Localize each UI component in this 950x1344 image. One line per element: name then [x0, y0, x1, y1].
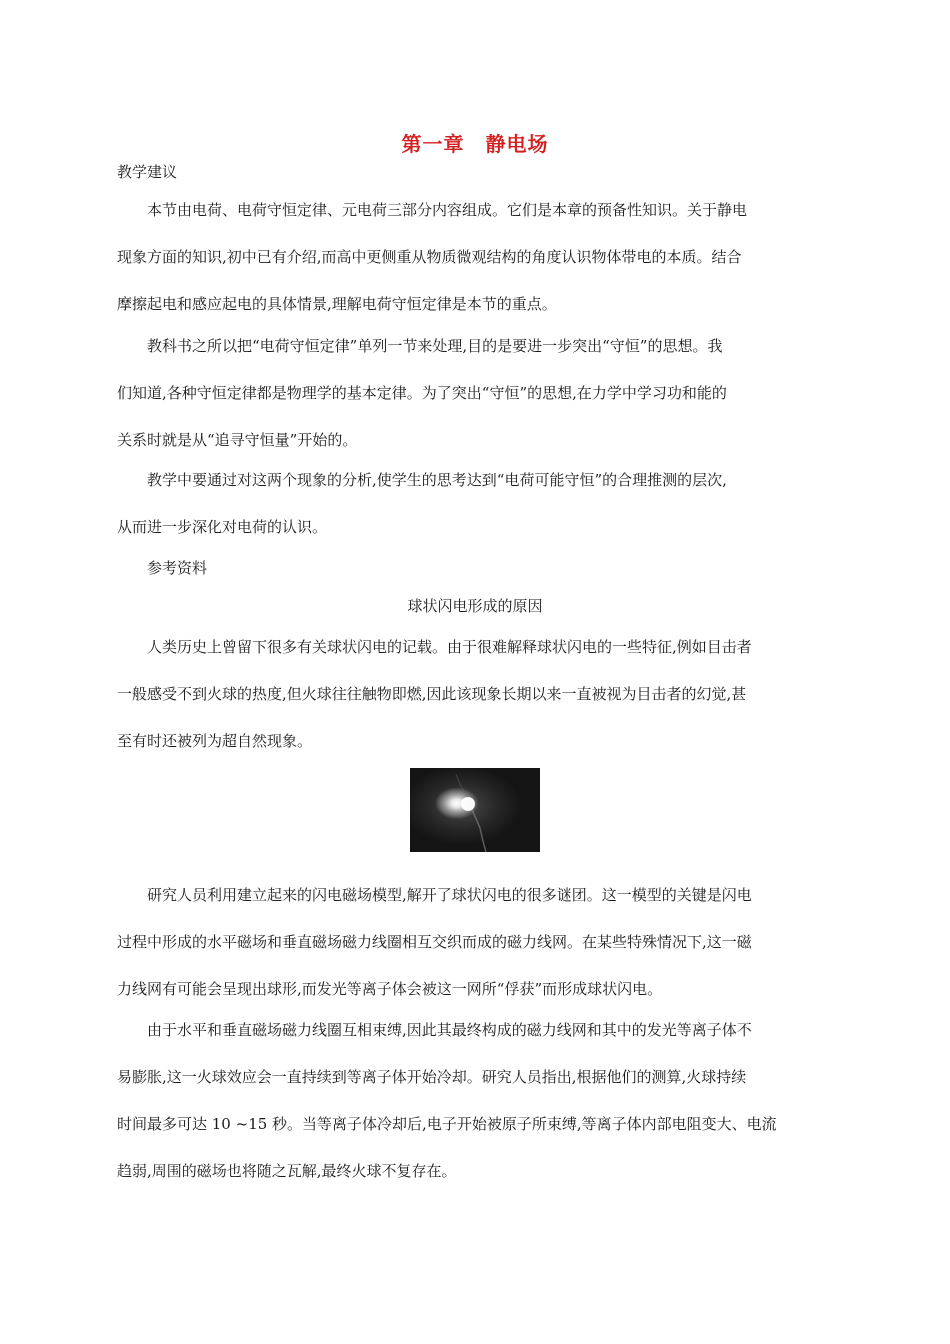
text-line: 现象方面的知识,初中已有介绍,而高中更侧重从物质微观结构的角度认识物体带电的本质。结合	[117, 248, 742, 266]
text-line: 趋弱,周围的磁场也将随之瓦解,最终火球不复存在。	[117, 1162, 457, 1180]
text-line: 易膨胀,这一火球效应会一直持续到等离子体开始冷却。研究人员指出,根据他们的测算,火球持续	[117, 1068, 747, 1086]
text-line: 研究人员利用建立起来的闪电磁场模型,解开了球状闪电的很多谜团。这一模型的关键是闪电	[147, 886, 752, 904]
text-line: 从而进一步深化对电荷的认识。	[117, 518, 328, 536]
section-heading-teaching: 教学建议	[117, 163, 178, 181]
text-line: 至有时还被列为超自然现象。	[117, 732, 313, 750]
text-line: 摩擦起电和感应起电的具体情景,理解电荷守恒定律是本节的重点。	[117, 295, 557, 313]
text-line: 教科书之所以把“电荷守恒定律”单列一节来处理,目的是要进一步突出“守恒”的思想。我	[147, 337, 723, 355]
text-line: 一般感受不到火球的热度,但火球往往触物即燃,因此该现象长期以来一直被视为目击者的幻觉,甚	[117, 685, 747, 703]
text-line: 教学中要通过对这两个现象的分析,使学生的思考达到“电荷可能守恒”的合理推测的层次,	[147, 471, 727, 489]
text-line: 由于水平和垂直磁场磁力线圈互相束缚,因此其最终构成的磁力线网和其中的发光等离子体不	[147, 1021, 752, 1039]
text-line: 人类历史上曾留下很多有关球状闪电的记载。由于很难解释球状闪电的一些特征,例如目击者	[147, 638, 752, 656]
text-line: 力线网有可能会呈现出球形,而发光等离子体会被这一网所“俘获”而形成球状闪电。	[117, 980, 663, 998]
text-line: 过程中形成的水平磁场和垂直磁场磁力线圈相互交织而成的磁力线网。在某些特殊情况下,这一磁	[117, 933, 752, 951]
text-line: 们知道,各种守恒定律都是物理学的基本定律。为了突出“守恒”的思想,在力学中学习功和能的	[117, 384, 727, 402]
reference-title: 球状闪电形成的原因	[407, 597, 543, 615]
text-line: 本节由电荷、电荷守恒定律、元电荷三部分内容组成。它们是本章的预备性知识。关于静电	[147, 201, 748, 219]
ball-lightning-icon	[410, 768, 540, 852]
text-line: 时间最多可达 10 ~15 秒。当等离子体冷却后,电子开始被原子所束缚,等离子体内部电阻变大、电流	[117, 1115, 777, 1133]
section-heading-reference: 参考资料	[147, 559, 208, 577]
text-line: 关系时就是从“追寻守恒量”开始的。	[117, 431, 358, 449]
chapter-title: 第一章 静电场	[401, 132, 549, 156]
ball-lightning-photo	[410, 768, 540, 852]
